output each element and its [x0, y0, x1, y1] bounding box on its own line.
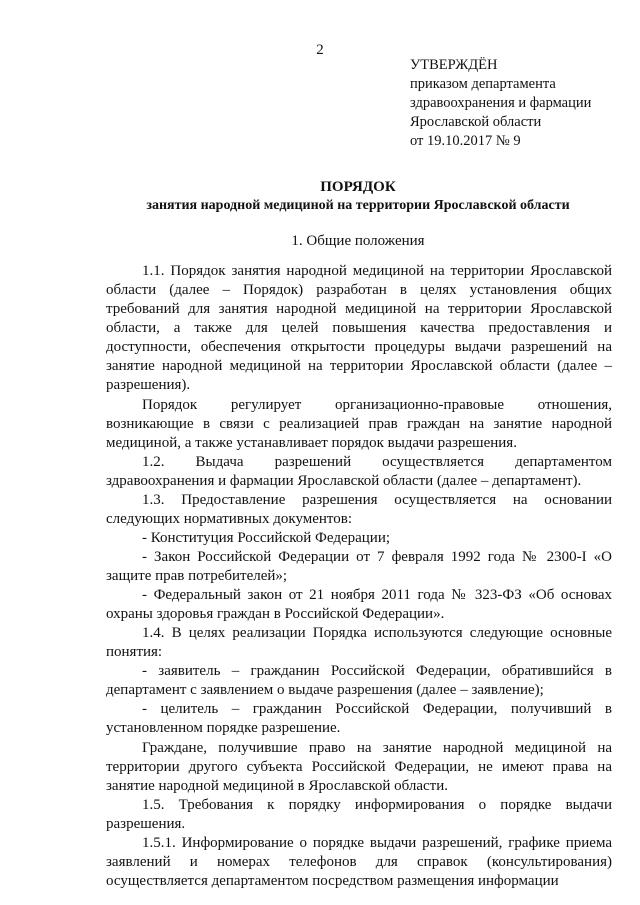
- list-item-health-law: - Федеральный закон от 21 ноября 2011 года № 323-ФЗ «Об основах охраны здоровья граждан в Российской Федерации».: [106, 587, 612, 622]
- page-number: 2: [316, 42, 324, 58]
- paragraph-regulation: Порядок регулирует организационно-правовые отношения, возникающие в связи с реализацией прав граждан на занятие народной медициной, а также устанавливает порядок выдачи разрешения.: [106, 397, 612, 451]
- approval-line-3: здравоохранения и фармации: [410, 95, 592, 111]
- list-item-constitution: - Конституция Российской Федерации;: [142, 530, 391, 546]
- paragraph-1-5-1: 1.5.1. Информирование о порядке выдачи разрешений, графике приема заявлений и номерах телефонов для справок (консультирования) осуществляется департаментом посредством размещения информации: [106, 835, 612, 889]
- definition-applicant: - заявитель – гражданин Российской Федерации, обратившийся в департамент с заявлением о выдаче разрешения (далее – заявление);: [106, 663, 612, 698]
- definition-healer: - целитель – гражданин Российской Федерации, получивший в установленном порядке разрешение.: [106, 701, 612, 736]
- list-item-consumer-law: - Закон Российской Федерации от 7 февраля 1992 года № 2300-I «О защите прав потребителей»;: [106, 549, 612, 584]
- document-title: ПОРЯДОК: [320, 179, 396, 195]
- paragraph-1-2: 1.2. Выдача разрешений осуществляется департаментом здравоохранения и фармации Ярославской области (далее – департамент).: [106, 454, 612, 489]
- paragraph-1-5: 1.5. Требования к порядку информирования о порядке выдачи разрешения.: [106, 797, 612, 832]
- approval-line-2: приказом департамента: [410, 76, 556, 92]
- approval-line-4: Ярославской области: [410, 114, 542, 130]
- approval-line-1: УТВЕРЖДЁН: [410, 57, 498, 73]
- paragraph-1-1: 1.1. Порядок занятия народной медициной на территории Ярославской области (далее – Порядок) разработан в целях установления общих требований для занятия народной медициной на территории Ярославской области, а также для целей повышения качества предоставления и доступности, обеспечения открытости процедуры выдачи разрешений на занятие народной медициной на территории Ярославской области (далее – разрешения).: [106, 263, 612, 393]
- approval-line-5: от 19.10.2017 № 9: [410, 133, 521, 149]
- paragraph-other-region: Граждане, получившие право на занятие народной медициной на территории другого субъекта Российской Федерации, не имеют права на занятие народной медициной в Ярославской области.: [106, 740, 612, 794]
- document-body: [106, 262, 612, 891]
- paragraph-1-4: 1.4. В целях реализации Порядка используются следующие основные понятия:: [106, 625, 612, 660]
- approval-block: [410, 56, 591, 151]
- document-subtitle: занятия народной медициной на территории Ярославской области: [146, 198, 570, 213]
- section-heading: 1. Общие положения: [291, 233, 425, 249]
- paragraph-1-3: 1.3. Предоставление разрешения осуществляется на основании следующих нормативных документов:: [106, 492, 612, 527]
